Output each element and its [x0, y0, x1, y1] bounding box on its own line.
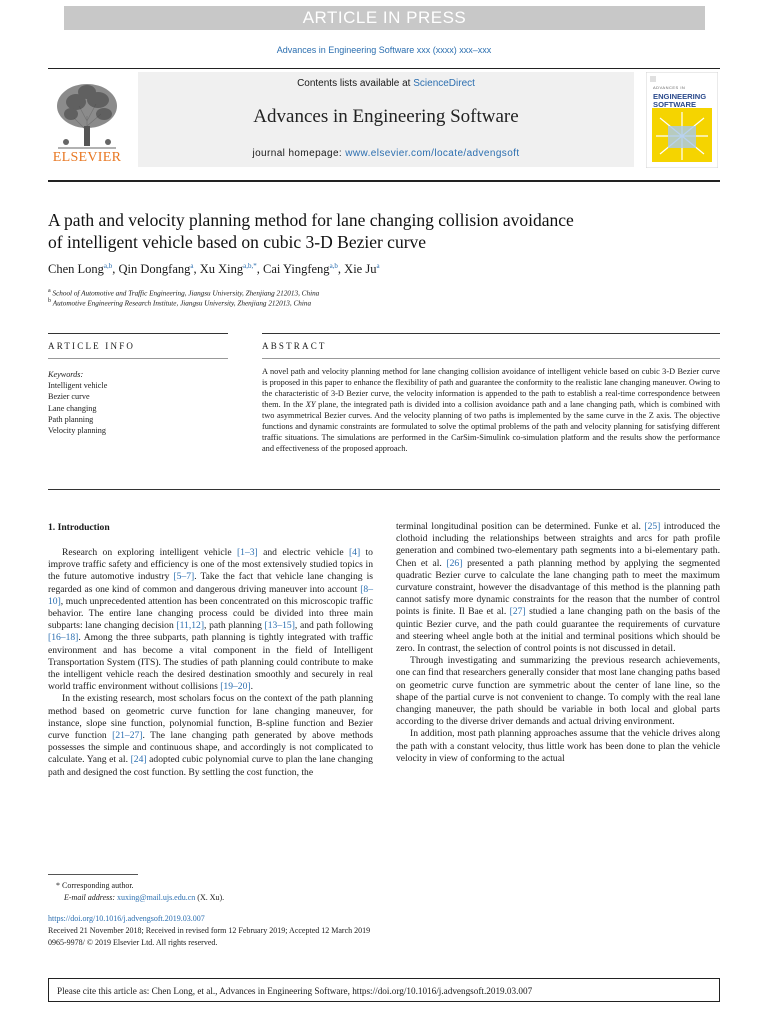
article-info-mid-rule	[48, 358, 228, 359]
reference-link[interactable]: [13–15]	[264, 620, 295, 632]
corresponding-label: Corresponding author.	[62, 881, 134, 890]
article-info-top-rule	[48, 333, 228, 334]
journal-homepage	[138, 148, 634, 159]
author-name[interactable]: Qin Dongfang	[118, 262, 191, 277]
keyword-item: Lane changing	[48, 403, 97, 413]
paragraph	[396, 655, 720, 728]
keywords-block	[48, 369, 228, 436]
abstract-mid-rule	[262, 358, 720, 359]
body-text: .	[250, 681, 253, 693]
reference-link[interactable]: [16–18]	[48, 632, 79, 644]
body-text: Research on exploring intelligent vehicle	[62, 547, 237, 558]
keywords-list	[48, 380, 228, 436]
email-note	[64, 893, 224, 904]
reference-link[interactable]: [24]	[130, 754, 147, 766]
doi-link[interactable]: https://doi.org/10.1016/j.advengsoft.2019.03.007	[48, 914, 205, 923]
body-text: presented a path planning method by applying the segmented quadratic Bezier curve to calculate the lane changing path to meet the maximum curvature constraint, however the disadvantage of this method is the planning path cannot satisfy more dynamic constraints for the reason that the number of control points is finite. Il Bae et al.	[396, 557, 720, 618]
abstract-xy-plane: XY	[305, 400, 316, 410]
body-text: , path planning	[204, 620, 265, 632]
body-text: In addition, most path planning approaches assume that the vehicle drives along the path with a constant velocity, thus little work has been done to plan the vehicle velocity in view of conforming to the actual	[396, 728, 720, 764]
author-separator: ,	[112, 262, 119, 277]
reference-link[interactable]: [5–7]	[173, 571, 195, 583]
author-name[interactable]: Xie Ju	[344, 262, 377, 277]
body-text: In the existing research, most scholars focus on the context of the path planning method based on geometric curve function for lane changing maneuver, for instance, slope sine function, polynomial function, B-spline function and Bezier curve function	[48, 693, 373, 742]
asterisk-mark: *	[56, 881, 62, 890]
reference-link[interactable]: [11,12]	[176, 620, 205, 632]
article-info-heading: ARTICLE INFO	[48, 341, 136, 351]
affiliation-a	[48, 288, 720, 297]
keywords-label: Keywords:	[48, 370, 84, 379]
author-separator: ,	[256, 262, 264, 277]
email-suffix: (X. Xu).	[195, 893, 225, 902]
paragraph	[396, 728, 720, 765]
title-line-1: A path and velocity planning method for lane changing collision avoidance	[48, 210, 574, 230]
corresponding-author-note	[56, 881, 134, 892]
journal-reference-link[interactable]: Advances in Engineering Software xxx (xxxx) xxx–xxx	[276, 45, 492, 55]
body-text: . Take the fact that vehicle lane changing is regarded as one kind of common and dangerous driving maneuver into account	[48, 571, 373, 595]
article-in-press-banner: ARTICLE IN PRESS	[64, 6, 705, 30]
right-column	[396, 521, 720, 765]
reference-link[interactable]: [4]	[348, 547, 361, 558]
abstract-part-2: plane, the integrated path is divided into a collision avoidance path and a lane changing path, which is combined with two asymmetrical Bezier curves. And the velocity planning of two paths is implemented by the same curve in the Z axis. The objective functions and dynamic constraints are formulated to solve the optimal problems of the path and velocity planning for satisfying different traffic situations. The simulations are performed in the CarSim-Simulink co-simulation platform and the results show the performance and effectiveness of the proposed approach.	[262, 400, 720, 454]
cover-line-1: ENGINEERING	[653, 91, 707, 101]
affiliation-mark: a	[48, 288, 51, 294]
journal-title: Advances in Engineering Software	[253, 106, 519, 127]
paragraph	[48, 693, 373, 778]
paragraph	[48, 547, 373, 693]
homepage-prefix: journal homepage:	[252, 148, 346, 159]
body-text: and electric vehicle	[257, 547, 349, 558]
cover-title	[653, 84, 715, 110]
reference-link[interactable]: [19–20]	[220, 681, 251, 693]
email-link[interactable]: xuxing@mail.ujs.edu.cn	[117, 893, 196, 902]
author-separator: ,	[337, 262, 345, 277]
email-label: E-mail address:	[64, 893, 116, 902]
body-text: to improve traffic safety and efficiency is one of the most extensively studied topics in the future automotive industry	[48, 547, 373, 583]
author-name[interactable]: Xu Xing	[199, 262, 244, 277]
contents-availability	[138, 78, 634, 89]
sciencedirect-link[interactable]: ScienceDirect	[413, 78, 475, 89]
author-affiliation-mark[interactable]: a,b	[103, 262, 113, 270]
author-affiliation-mark[interactable]: a,b	[329, 262, 338, 270]
reference-link[interactable]: [1–3]	[236, 547, 258, 558]
abstract-part-1: A novel path and velocity planning method for lane changing collision avoidance of intelligent vehicle based on cubic 3-D Bezier curve is proposed in this paper to enhance the flexibility of path and guarantee the conformity to the realistic lane changing maneuver. Owing to the characteristic of 3-D Bezier curve, the velocity information is appended to the path to establish a real-time correspondence between them. In the	[262, 367, 720, 410]
author-affiliation-mark[interactable]: a	[376, 262, 380, 270]
abstract-text	[262, 366, 720, 454]
body-text: adopted cubic polynomial curve to plan the lane changing path and designed the cost function. By settling the cost function, the	[48, 754, 373, 778]
affiliation-text: Automotive Engineering Research Institute, Jiangsu University, Zhenjiang 212013, China	[52, 299, 312, 308]
section-heading-introduction: 1. Introduction	[48, 522, 110, 533]
abstract-heading: ABSTRACT	[262, 341, 327, 351]
abstract-top-rule	[262, 333, 720, 334]
title-line-2: of intelligent vehicle based on cubic 3-D Bezier curve	[48, 232, 427, 252]
body-text: terminal longitudinal position can be determined. Funke et al.	[396, 521, 645, 532]
reference-link[interactable]: [8–10]	[48, 583, 373, 607]
paper-title	[48, 209, 720, 253]
header-top-rule	[48, 68, 720, 69]
homepage-link[interactable]: www.elsevier.com/locate/advengsoft	[345, 148, 520, 159]
body-text: introduced the clothoid including the relationships between straights and arcs for path profile generation and combined two-elementary path segments into a bi-elementary path. Chen et al.	[396, 521, 720, 569]
citation-box: Please cite this article as: Chen Long, et al., Advances in Engineering Software, https://doi.org/10.1016/j.advengsoft.2019.03.007	[48, 978, 720, 1002]
author-name[interactable]: Chen Long	[48, 262, 104, 277]
cover-line-2: SOFTWARE	[653, 100, 697, 109]
reference-link[interactable]: [21–27]	[112, 730, 143, 742]
footnote-rule	[48, 874, 138, 875]
body-text: Through investigating and summarizing the previous research achievements, one can find that researchers generally consider that most lane changing paths based on geometric curve function are symmetric about the center of lane line, so the shape of the partial curve is not convenient to change. To comply with the real lane changing maneuver, the path should be variable in both local and global parts according to the diverse driver demands and actual driving environment.	[396, 655, 720, 728]
contents-prefix: Contents lists available at	[297, 78, 414, 89]
cover-small-text: ADVANCES IN	[653, 85, 686, 90]
reference-link[interactable]: [26]	[446, 557, 463, 569]
body-text: . Among the three subparts, path planning is tightly integrated with traffic environment and has become a vital component in the field of Intelligent Transportation System (ITS). The studies of path planning could contribute to make the intelligent vehicle reach the desired destination smoothly and securely in real world traffic environment without collisions	[48, 632, 373, 693]
affiliation-text: School of Automotive and Traffic Engineering, Jiangsu University, Zhenjiang 212013, China	[52, 289, 320, 298]
author-name[interactable]: Cai Yingfeng	[263, 262, 330, 277]
keyword-item: Intelligent vehicle	[48, 381, 108, 391]
body-text: studied a lane changing path on the basis of the quintic Bezier curve, and the path could guarantee the requirements of curvature and steering wheel angle both at the initial and terminal positions which should be zero. In contrast, the selection of control points is not discussed in detail.	[396, 606, 720, 655]
left-column	[48, 547, 373, 779]
paragraph	[396, 521, 720, 655]
author-list	[48, 262, 720, 277]
author-separator: ,	[193, 262, 200, 277]
received-dates: Received 21 November 2018; Received in revised form 12 February 2019; Accepted 12 March 2019	[48, 926, 371, 935]
header-bottom-rule	[48, 180, 720, 182]
body-text: , and path following	[294, 620, 373, 632]
body-text: . The lane changing path generated by above methods possesses the simple and continuous shape, and accordingly is not complicated to calculate. Yang et al.	[48, 730, 373, 766]
publisher-name: ELSEVIER	[52, 150, 122, 165]
keyword-item: Velocity planning	[48, 426, 106, 436]
reference-link[interactable]: [25]	[644, 521, 661, 532]
copyright-line: 0965-9978/ © 2019 Elsevier Ltd. All rights reserved.	[48, 938, 218, 947]
affiliation-b	[48, 298, 720, 307]
body-text: , much unprecedented attention has been concentrated on this microscopic traffic behavior. The entire lane changing process could be divided into three main subparts: lane changing decision	[48, 595, 373, 632]
reference-link[interactable]: [27]	[509, 606, 526, 618]
keyword-item: Path planning	[48, 414, 94, 424]
abstract-bottom-rule	[48, 489, 720, 490]
affiliation-mark: b	[48, 298, 51, 304]
author-affiliation-mark[interactable]: a	[190, 262, 194, 270]
author-affiliation-mark[interactable]: a,b,*	[243, 262, 257, 270]
keyword-item: Bezier curve	[48, 392, 90, 402]
